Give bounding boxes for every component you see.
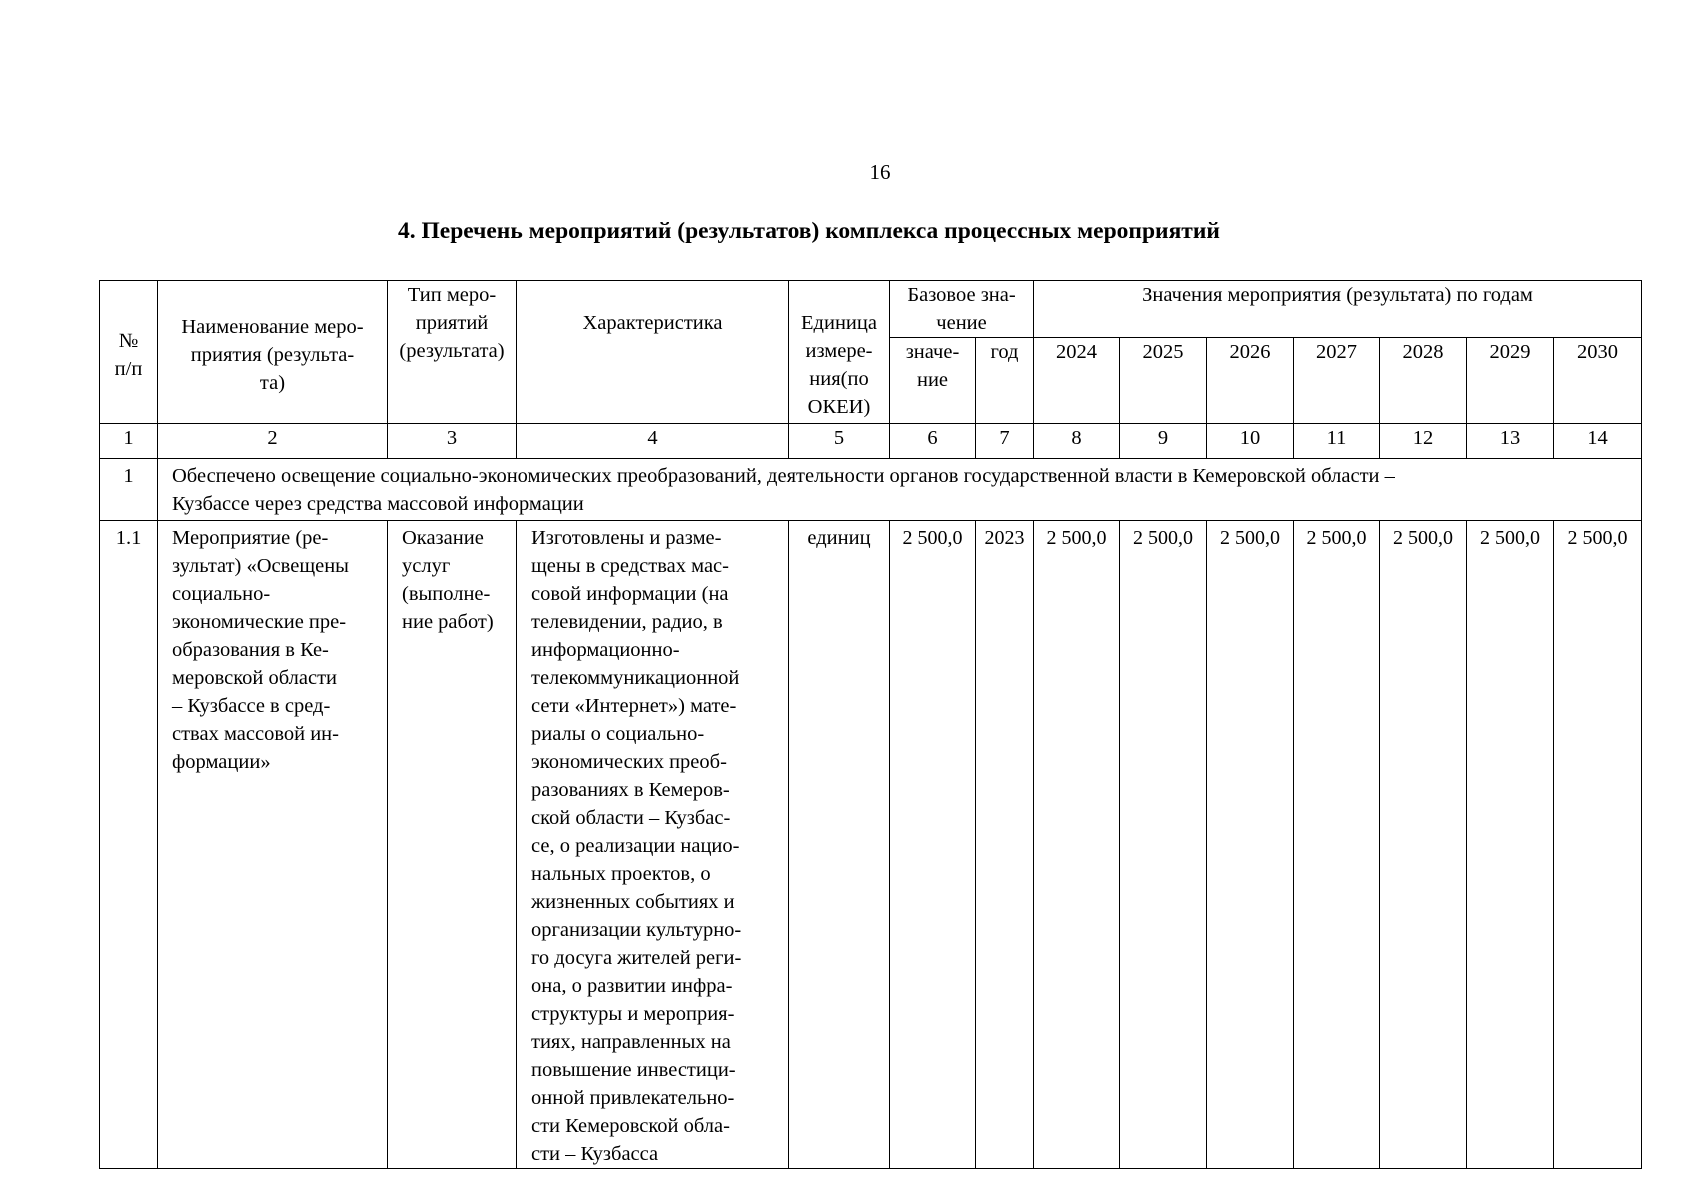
column-number: 7: [976, 424, 1034, 459]
row-value: 2 500,0: [1380, 521, 1467, 1169]
header-year: 2029: [1467, 338, 1554, 424]
section-number: 1: [100, 459, 158, 521]
column-number: 9: [1120, 424, 1207, 459]
column-number: 11: [1294, 424, 1380, 459]
column-number: 6: [890, 424, 976, 459]
header-unit: Единица измере- ния(по ОКЕИ): [789, 281, 890, 424]
header-year: 2026: [1207, 338, 1294, 424]
header-name: Наименование меро- приятия (результа- та): [158, 281, 388, 424]
row-value: 2 500,0: [1120, 521, 1207, 1169]
header-year: 2024: [1034, 338, 1120, 424]
column-number: 12: [1380, 424, 1467, 459]
document-title: 4. Перечень мероприятий (результатов) комплекса процессных мероприятий: [398, 218, 1220, 244]
row-value: 2 500,0: [1207, 521, 1294, 1169]
events-table: [99, 280, 1642, 1169]
header-type: Тип меро- приятий (результата): [388, 281, 517, 424]
header-year: 2028: [1380, 338, 1467, 424]
header-year: 2030: [1554, 338, 1642, 424]
header-base-value: значе- ние: [890, 338, 976, 424]
row-base-year: 2023: [976, 521, 1034, 1169]
table-row: [100, 521, 1642, 1169]
header-year: 2025: [1120, 338, 1207, 424]
row-value: 2 500,0: [1294, 521, 1380, 1169]
section-title: Обеспечено освещение социально-экономических преобразований, деятельности органов государственной власти в Кемеровской области – Кузбассе через средства массовой информации: [158, 459, 1642, 521]
column-number: 2: [158, 424, 388, 459]
page-number: 16: [869, 160, 891, 184]
row-base-value: 2 500,0: [890, 521, 976, 1169]
section-row: [100, 459, 1642, 521]
column-number-row: [100, 424, 1642, 459]
row-name: Мероприятие (ре- зультат) «Освещены социально- экономические пре- образования в Ке- меровской области – Кузбассе в сред- ствах массовой ин- формации»: [158, 521, 388, 1169]
column-number: 14: [1554, 424, 1642, 459]
column-number: 1: [100, 424, 158, 459]
column-number: 3: [388, 424, 517, 459]
row-value: 2 500,0: [1554, 521, 1642, 1169]
column-number: 4: [517, 424, 789, 459]
row-characteristic: Изготовлены и разме- щены в средствах мас- совой информации (на телевидении, радио, в информационно- телекоммуникационной сети «Интернет») мате- риалы о социально- экономических преоб- разованиях в Кемеров- ской области – Кузбас- се, о реализации нацио- нальных проектов, о жизненных событиях и организации культурно- го досуга жителей реги- она, о развитии инфра- структуры и мероприя- тиях, направленных на повышение инвестици- онной привлекательно- сти Кемеровской обла- сти – Кузбасса: [517, 521, 789, 1169]
header-year: 2027: [1294, 338, 1380, 424]
header-base: Базовое зна- чение: [890, 281, 1034, 338]
row-unit: единиц: [789, 521, 890, 1169]
header-num: № п/п: [100, 281, 158, 424]
column-number: 8: [1034, 424, 1120, 459]
row-value: 2 500,0: [1467, 521, 1554, 1169]
header-base-year: год: [976, 338, 1034, 424]
row-value: 2 500,0: [1034, 521, 1120, 1169]
header-characteristic: Характеристика: [517, 281, 789, 424]
row-type: Оказание услуг (выполне- ние работ): [388, 521, 517, 1169]
column-number: 10: [1207, 424, 1294, 459]
row-number: 1.1: [100, 521, 158, 1169]
header-row: [100, 281, 1642, 338]
header-values-by-year: Значения мероприятия (результата) по годам: [1034, 281, 1642, 338]
column-number: 13: [1467, 424, 1554, 459]
column-number: 5: [789, 424, 890, 459]
